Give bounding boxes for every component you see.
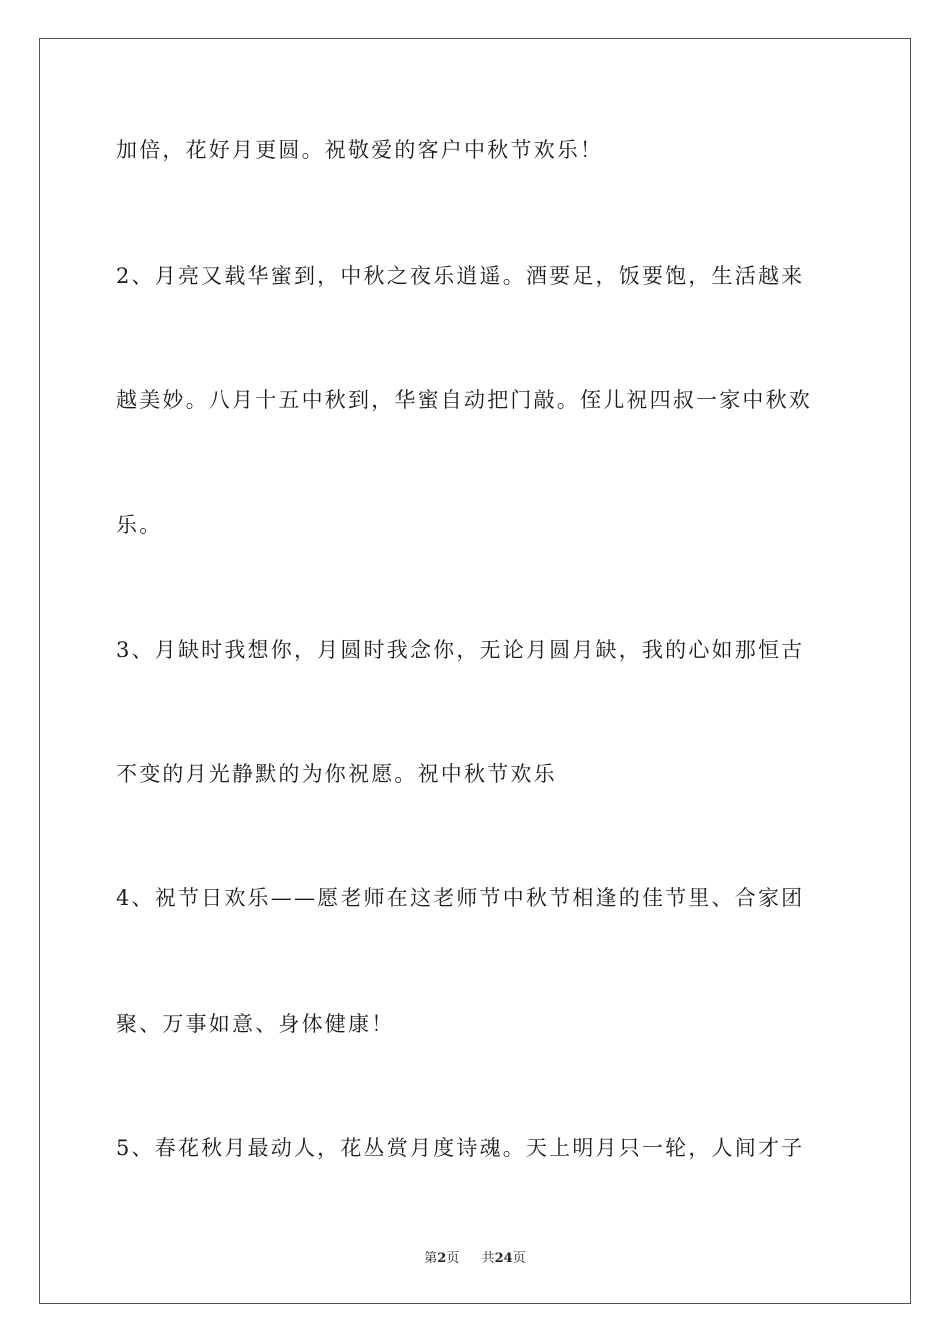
text-line-5: 3、月缺时我想你，月圆时我念你，无论月圆月缺，我的心如那恒古 [116, 638, 805, 662]
text-line-8: 聚、万事如意、身体健康！ [116, 1012, 395, 1036]
page-number-prefix: 第 [424, 1251, 438, 1266]
page-number-suffix: 页 [446, 1251, 460, 1266]
text-line-9: 5、春花秋月最动人，花丛赏月度诗魂。天上明月只一轮，人间才子 [116, 1136, 805, 1160]
text-line-1: 加倍，花好月更圆。祝敬爱的客户中秋节欢乐！ [116, 138, 604, 162]
text-line-7: 4、祝节日欢乐——愿老师在这老师节中秋节相逢的佳节里、合家团 [116, 886, 805, 910]
page-border [39, 38, 911, 1304]
text-line-2: 2、月亮又载华蜜到，中秋之夜乐逍遥。酒要足，饭要饱，生活越来 [116, 264, 805, 288]
current-page-number: 2 [437, 1251, 447, 1266]
total-pages-prefix: 共 [481, 1251, 495, 1266]
page-footer [0, 1247, 950, 1266]
total-page-count: 24 [494, 1251, 513, 1266]
text-line-6: 不变的月光静默的为你祝愿。祝中秋节欢乐 [116, 762, 557, 786]
text-line-3: 越美妙。八月十五中秋到，华蜜自动把门敲。侄儿祝四叔一家中秋欢 [116, 388, 812, 412]
total-pages-suffix: 页 [512, 1251, 526, 1266]
text-line-4: 乐。 [116, 513, 163, 537]
